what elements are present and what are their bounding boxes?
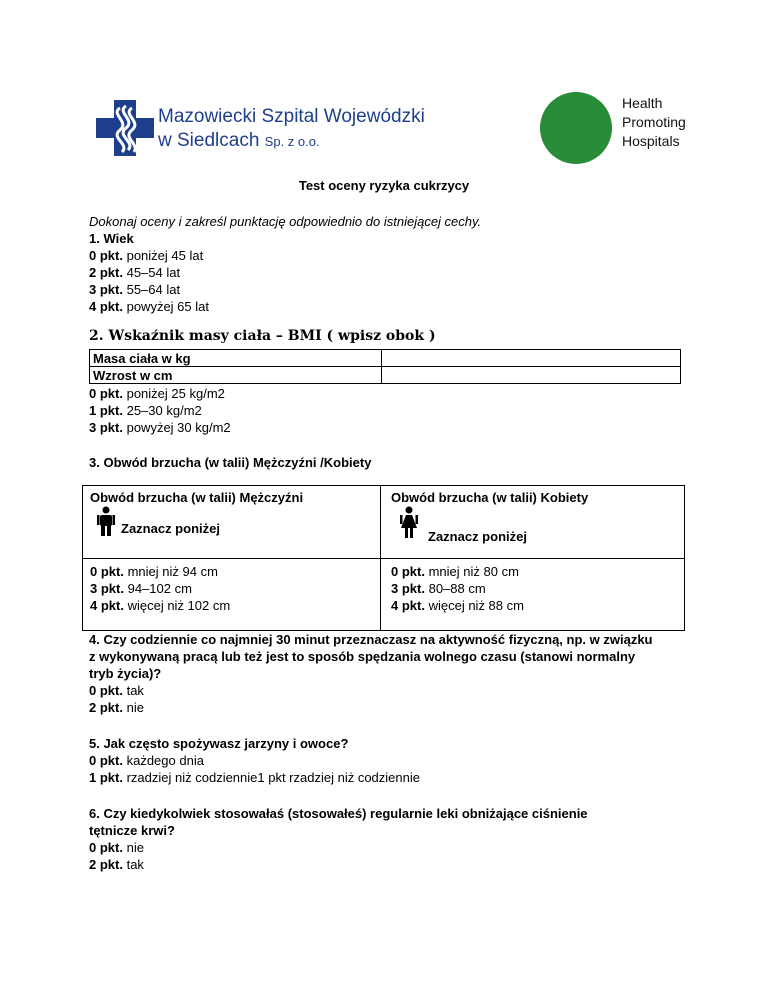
q5-option: 1 pkt. rzadziej niż codziennie1 pkt rzadziej niż codziennie bbox=[89, 770, 420, 785]
height-input-cell[interactable] bbox=[382, 367, 681, 384]
q5-heading: 5. Jak często spożywasz jarzyny i owoce? bbox=[89, 736, 349, 751]
men-option: 4 pkt. więcej niż 102 cm bbox=[90, 598, 231, 613]
weight-label: Masa ciała w kg bbox=[90, 350, 382, 367]
q2-option: 0 pkt. poniżej 25 kg/m2 bbox=[89, 386, 225, 401]
hph-line1: Health bbox=[622, 95, 663, 111]
weight-input-cell[interactable] bbox=[382, 350, 681, 367]
q6-heading-line1: 6. Czy kiedykolwiek stosowałaś (stosowałeś) regularnie leki obniżające ciśnienie bbox=[89, 806, 588, 821]
q2-option: 1 pkt. 25–30 kg/m2 bbox=[89, 403, 202, 418]
hospital-logo bbox=[96, 100, 456, 160]
q5-option: 0 pkt. każdego dnia bbox=[89, 753, 204, 768]
women-options bbox=[391, 563, 524, 614]
hph-line3: Hospitals bbox=[622, 133, 680, 149]
q6-option: 0 pkt. nie bbox=[89, 840, 144, 855]
q1-option: 3 pkt. 55–64 lat bbox=[89, 282, 181, 297]
q5-section bbox=[89, 735, 420, 786]
q1-option: 2 pkt. 45–54 lat bbox=[89, 265, 181, 280]
hospital-name-line1: Mazowiecki Szpital Wojewódzki bbox=[158, 106, 425, 127]
hospital-company-suffix: Sp. z o.o. bbox=[264, 134, 320, 149]
q6-heading-line2: tętnicze krwi? bbox=[89, 823, 175, 838]
men-option: 3 pkt. 94–102 cm bbox=[90, 581, 192, 596]
hospital-cross-icon bbox=[96, 100, 154, 156]
q2-options bbox=[89, 385, 231, 436]
hph-circle-icon bbox=[540, 92, 612, 164]
men-option: 0 pkt. mniej niż 94 cm bbox=[90, 564, 218, 579]
hph-text bbox=[622, 94, 686, 151]
women-option: 0 pkt. mniej niż 80 cm bbox=[391, 564, 519, 579]
q1-heading: 1. Wiek bbox=[89, 231, 134, 246]
women-title: Obwód brzucha (w talii) Kobiety bbox=[391, 490, 589, 505]
men-options bbox=[90, 563, 230, 614]
man-icon bbox=[97, 506, 115, 536]
q2-heading: 2. Wskaźnik masy ciała – BMI ( wpisz obok ) bbox=[89, 328, 436, 344]
woman-icon bbox=[400, 506, 418, 538]
men-title: Obwód brzucha (w talii) Mężczyźni bbox=[90, 490, 304, 505]
men-mark-below: Zaznacz poniżej bbox=[121, 521, 220, 536]
q1-option: 0 pkt. poniżej 45 lat bbox=[89, 248, 204, 263]
women-mark-below: Zaznacz poniżej bbox=[428, 529, 527, 544]
height-label: Wzrost w cm bbox=[90, 367, 382, 384]
hph-logo bbox=[540, 92, 710, 162]
q4-heading-line1: 4. Czy codziennie co najmniej 30 minut przeznaczasz na aktywność fizyczną, np. w związku bbox=[89, 632, 653, 647]
q6-section bbox=[89, 805, 588, 873]
q4-heading-line3: tryb życia)? bbox=[89, 666, 162, 681]
q6-option: 2 pkt. tak bbox=[89, 857, 144, 872]
q1-section bbox=[89, 213, 481, 315]
hph-line2: Promoting bbox=[622, 114, 686, 130]
q2-option: 3 pkt. powyżej 30 kg/m2 bbox=[89, 420, 231, 435]
q3-heading: 3. Obwód brzucha (w talii) Mężczyźni /Kobiety bbox=[89, 455, 372, 470]
waist-table bbox=[82, 485, 685, 631]
hospital-name-line2 bbox=[158, 130, 320, 152]
q4-option: 0 pkt. tak bbox=[89, 683, 144, 698]
q4-option: 2 pkt. nie bbox=[89, 700, 144, 715]
q4-heading-line2: z wykonywaną pracą lub też jest to sposób spędzania wolnego czasu (stanowi normalny bbox=[89, 649, 636, 664]
q4-section bbox=[89, 631, 653, 716]
women-option: 4 pkt. więcej niż 88 cm bbox=[391, 598, 524, 613]
hospital-city: w Siedlcach bbox=[158, 130, 260, 151]
bmi-table bbox=[89, 349, 681, 384]
intro-text: Dokonaj oceny i zakreśl punktację odpowiednio do istniejącej cechy. bbox=[89, 214, 482, 229]
women-option: 3 pkt. 80–88 cm bbox=[391, 581, 486, 596]
document-title: Test oceny ryzyka cukrzycy bbox=[298, 178, 470, 193]
q1-option: 4 pkt. powyżej 65 lat bbox=[89, 299, 209, 314]
